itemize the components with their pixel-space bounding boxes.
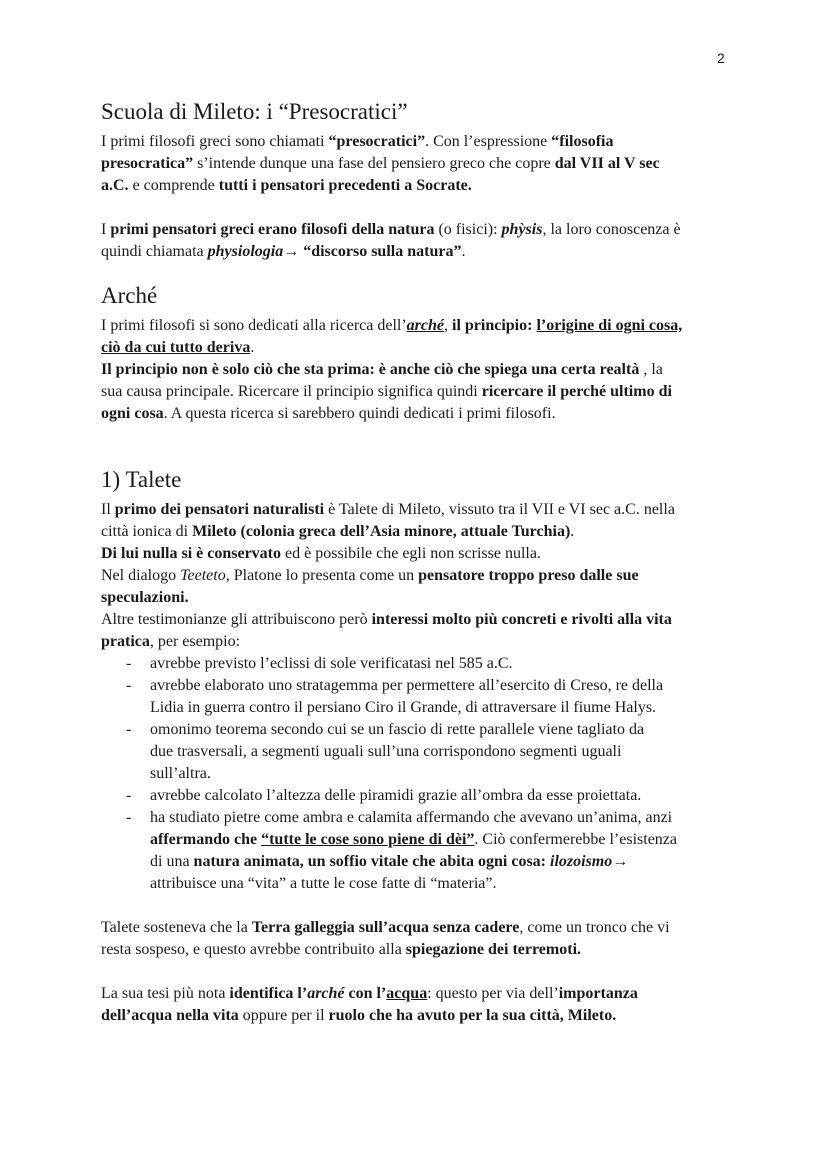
text-run: avrebbe elaborato uno stratagemma per permettere all’esercito di Creso, re della	[150, 677, 664, 694]
text-run: acqua	[386, 985, 428, 1002]
text-run: spiegazione dei terremoti.	[405, 941, 582, 958]
text-run: , la loro conoscenza è	[542, 221, 681, 238]
text-run: .	[461, 243, 466, 260]
text-line	[101, 241, 741, 263]
text-run: avrebbe previsto l’eclissi di sole verificatasi nel 585 a.C.	[150, 655, 513, 672]
text-run: ilozoismo	[550, 853, 613, 870]
text-run: .	[570, 523, 575, 540]
text-run: con l’	[344, 985, 387, 1002]
page-number: 2	[717, 50, 725, 66]
paragraph	[101, 131, 741, 197]
text-run: Il	[101, 501, 115, 518]
text-run: speculazioni.	[101, 589, 189, 606]
list-item	[101, 719, 741, 785]
text-run: , la	[639, 361, 663, 378]
text-run: “discorso sulla natura”	[303, 243, 462, 260]
text-run: ruolo che ha avuto per la sua città, Mileto.	[328, 1007, 617, 1024]
document-body	[101, 97, 741, 1027]
text-run: Di lui nulla si è conservato	[101, 545, 282, 562]
paragraph	[101, 219, 741, 263]
text-line	[101, 131, 741, 153]
dash-bullet-icon: -	[126, 677, 132, 694]
dash-bullet-icon: -	[126, 655, 132, 672]
text-line	[150, 741, 741, 763]
text-line	[150, 653, 741, 675]
text-run: sua causa principale. Ricercare il principio significa quindi	[101, 383, 482, 400]
text-run: Talete sosteneva che la	[101, 919, 252, 936]
text-line	[101, 587, 741, 609]
text-run: “filosofia	[551, 133, 614, 150]
text-line	[101, 175, 741, 197]
text-line	[150, 785, 741, 807]
list-item	[101, 675, 741, 719]
text-run: ciò da cui tutto deriva	[101, 339, 251, 356]
list-item	[101, 807, 741, 895]
text-run: , per esempio:	[149, 633, 241, 650]
text-line	[150, 829, 741, 851]
text-run: dal VII al V sec	[554, 155, 660, 172]
text-run: Il principio non è solo ciò che sta prima: è anche ciò che spiega una certa realtà	[101, 361, 640, 378]
text-run: affermando che	[150, 831, 262, 848]
text-line	[150, 719, 741, 741]
text-line	[101, 403, 741, 425]
text-run: è Talete di Mileto, vissuto tra il VII e VI sec a.C. nella	[324, 501, 675, 518]
text-run: identifica l’	[229, 985, 308, 1002]
text-run: presocratica”	[101, 155, 194, 172]
text-run: sull’altra.	[150, 765, 211, 782]
text-line	[101, 315, 741, 337]
paragraph	[101, 315, 741, 425]
section-heading: Scuola di Mileto: i “Presocratici”	[101, 99, 408, 124]
text-line	[101, 917, 741, 939]
text-run: città ionica di	[101, 523, 193, 540]
text-line	[101, 499, 741, 521]
text-line	[101, 359, 741, 381]
text-line	[101, 631, 741, 653]
text-line	[150, 851, 741, 873]
dash-bullet-icon: -	[126, 809, 132, 826]
text-run: avrebbe calcolato l’altezza delle piramidi grazie all’ombra da esse proiettata.	[150, 787, 642, 804]
text-run: . Ciò confermerebbe l’esistenza	[474, 831, 677, 848]
text-run: . Con l’espressione	[425, 133, 552, 150]
text-line	[150, 873, 741, 895]
spacer	[101, 197, 741, 219]
text-run: arché	[406, 317, 444, 334]
paragraph	[101, 499, 741, 653]
text-run: I	[101, 221, 111, 238]
text-run: s’intende dunque una fase del pensiero greco che copre	[193, 155, 555, 172]
text-run: “presocratici”	[328, 133, 426, 150]
text-run: “tutte le cose sono piene di dèi”	[261, 831, 475, 848]
text-run: ed è possibile che egli non scrisse nulla.	[281, 545, 541, 562]
text-run: Mileto (colonia greca dell’Asia minore, attuale Turchia)	[192, 523, 571, 540]
text-run: ricercare il perché ultimo di	[481, 383, 672, 400]
text-run: ogni cosa	[101, 405, 164, 422]
text-line	[150, 675, 741, 697]
text-run: physiologia	[207, 243, 284, 260]
text-run: ,	[444, 317, 452, 334]
section-heading: Arché	[101, 283, 158, 308]
text-run: pensatore troppo preso dalle sue	[418, 567, 639, 584]
text-run: interessi molto più concreti e rivolti alla vita	[371, 611, 672, 628]
list-item	[101, 653, 741, 675]
text-run: Terra galleggia sull’acqua senza cadere	[251, 919, 520, 936]
bullet-list	[101, 653, 741, 895]
text-line	[150, 763, 741, 785]
text-run: Lidia in guerra contro il persiano Ciro il Grande, di attraversare il fiume Halys.	[150, 699, 657, 716]
text-line	[150, 697, 741, 719]
text-line	[101, 381, 741, 403]
text-run: omonimo teorema secondo cui se un fascio di rette parallele viene tagliato da	[150, 721, 645, 738]
text-run: .	[250, 339, 255, 356]
text-run: arché	[307, 985, 345, 1002]
text-run: e comprende	[128, 177, 219, 194]
text-run: resta sospeso, e questo avrebbe contribuito alla	[101, 941, 406, 958]
section-heading: 1) Talete	[101, 467, 182, 492]
text-run: Teeteto	[180, 567, 226, 584]
text-run: : questo per via dell’	[427, 985, 559, 1002]
text-run: . A questa ricerca si sarebbero quindi dedicati i primi filosofi.	[163, 405, 556, 422]
text-line	[101, 983, 741, 1005]
text-run: →	[283, 243, 304, 260]
dash-bullet-icon: -	[126, 787, 132, 804]
text-run: phỳsis	[501, 221, 543, 238]
text-line	[101, 337, 741, 359]
text-run: tutti i pensatori precedenti a Socrate.	[218, 177, 472, 194]
text-run: oppure per il	[238, 1007, 329, 1024]
paragraph	[101, 983, 741, 1027]
text-line	[101, 219, 741, 241]
text-run: importanza	[558, 985, 638, 1002]
text-run: natura animata, un soffio vitale che abita ogni cosa:	[193, 853, 550, 870]
text-line	[101, 521, 741, 543]
text-run: (o fisici):	[434, 221, 502, 238]
text-run: , come un tronco che vi	[519, 919, 670, 936]
text-run: quindi chiamata	[101, 243, 208, 260]
text-run: dell’acqua nella vita	[101, 1007, 239, 1024]
text-line	[101, 609, 741, 631]
text-run: I primi filosofi si sono dedicati alla ricerca dell’	[101, 317, 407, 334]
text-run: primi pensatori greci erano filosofi della natura	[110, 221, 435, 238]
text-line	[101, 543, 741, 565]
text-line	[101, 153, 741, 175]
text-run: La sua tesi più nota	[101, 985, 230, 1002]
text-run: pratica	[101, 633, 150, 650]
spacer	[101, 895, 741, 917]
text-run: Altre testimonianze gli attribuiscono però	[101, 611, 372, 628]
dash-bullet-icon: -	[126, 721, 132, 738]
text-run: Nel dialogo	[101, 567, 181, 584]
text-run: l’origine di ogni cosa,	[536, 317, 683, 334]
text-run: il principio:	[452, 317, 537, 334]
text-run: attribuisce una “vita” a tutte le cose fatte di “materia”.	[150, 875, 497, 892]
text-run: a.C.	[101, 177, 129, 194]
text-run: di una	[150, 853, 194, 870]
text-run: →	[612, 853, 629, 870]
text-run: primo dei pensatori naturalisti	[114, 501, 325, 518]
text-run: ha studiato pietre come ambra e calamita affermando che avevano un’anima, anzi	[150, 809, 673, 826]
text-run: due trasversali, a segmenti uguali sull’una corrispondono segmenti uguali	[150, 743, 622, 760]
spacer	[101, 961, 741, 983]
text-run: , Platone lo presenta come un	[225, 567, 419, 584]
text-line	[101, 1005, 741, 1027]
text-line	[101, 939, 741, 961]
text-line	[150, 807, 741, 829]
text-line	[101, 565, 741, 587]
paragraph	[101, 917, 741, 961]
list-item	[101, 785, 741, 807]
text-run: I primi filosofi greci sono chiamati	[101, 133, 329, 150]
